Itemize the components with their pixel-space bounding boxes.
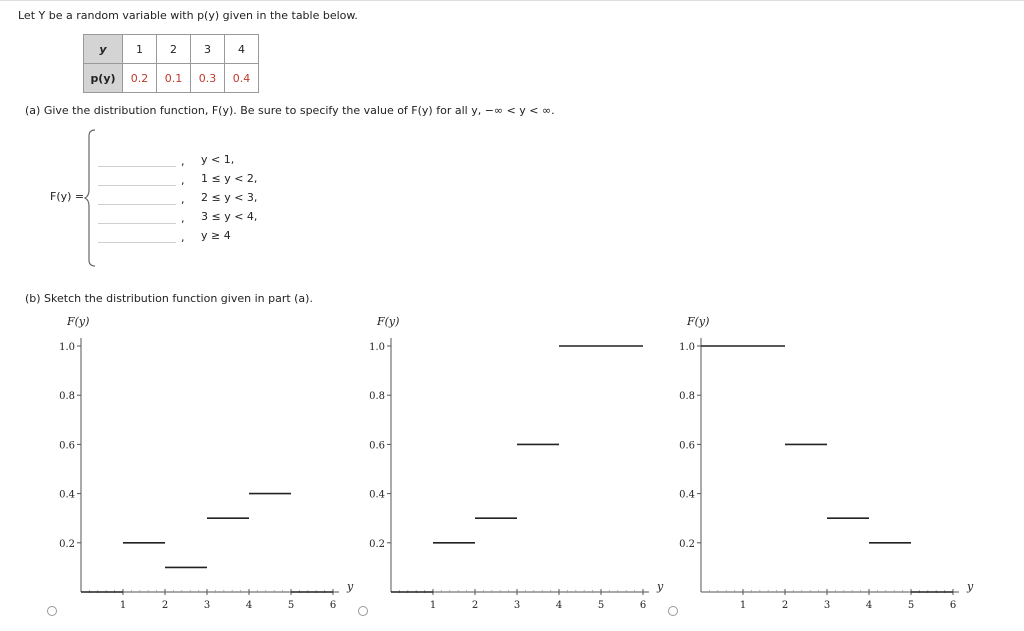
y-tick-label: 1.0: [679, 342, 695, 353]
table-cell: 1: [123, 35, 157, 64]
table-header-py: p(y): [84, 64, 123, 93]
x-axis-label: y: [347, 580, 354, 593]
comma: ,: [181, 212, 185, 225]
y-axis-label: F(y): [377, 315, 400, 328]
radio-graph-2[interactable]: [358, 606, 368, 616]
y-tick-label: 0.6: [369, 440, 385, 452]
y-tick-label: 0.8: [369, 391, 385, 403]
comma: ,: [181, 174, 185, 187]
x-tick-label: 3: [513, 600, 521, 608]
x-tick-label: 4: [865, 600, 873, 608]
table-cell: 2: [157, 35, 191, 64]
condition-2: 1 ≤ y < 2,: [201, 172, 258, 185]
x-tick-label: 5: [597, 600, 605, 608]
y-tick-label: 0.2: [369, 538, 385, 550]
radio-graph-1[interactable]: [47, 606, 57, 616]
x-tick-label: 2: [471, 600, 479, 608]
x-tick-label: 2: [781, 600, 789, 608]
graph-option-3: [665, 308, 985, 608]
intro-text: Let Y be a random variable with p(y) given in the table below.: [18, 9, 358, 22]
comma: ,: [181, 231, 185, 244]
condition-1: y < 1,: [201, 153, 235, 166]
y-tick-label: 0.8: [59, 391, 75, 403]
x-tick-label: 3: [823, 600, 831, 608]
table-cell: 0.3: [191, 64, 225, 93]
y-axis-label: F(y): [687, 315, 710, 328]
table-cell: 0.2: [123, 64, 157, 93]
x-tick-label: 1: [429, 600, 437, 608]
x-tick-label: 1: [739, 600, 747, 608]
y-tick-label: 1.0: [59, 342, 75, 353]
condition-5: y ≥ 4: [201, 229, 231, 242]
f-value-input-2[interactable]: [98, 172, 176, 186]
table-cell: 0.1: [157, 64, 191, 93]
y-tick-label: 0.2: [59, 538, 75, 550]
f-value-input-1[interactable]: [98, 153, 176, 167]
x-tick-label: 4: [245, 600, 253, 608]
x-tick-label: 6: [639, 600, 647, 608]
y-axis-label: F(y): [67, 315, 90, 328]
table-row: [84, 64, 259, 93]
table-header-y: y: [84, 35, 123, 64]
x-tick-label: 2: [161, 600, 169, 608]
part-b-question: (b) Sketch the distribution function given in part (a).: [25, 292, 313, 305]
x-tick-label: 3: [203, 600, 211, 608]
x-axis-label: y: [967, 580, 974, 593]
y-tick-label: 0.2: [679, 538, 695, 550]
table-cell: 4: [225, 35, 259, 64]
probability-table: [83, 34, 259, 93]
graph-option-2: [355, 308, 675, 608]
x-tick-label: 5: [287, 600, 295, 608]
condition-3: 2 ≤ y < 3,: [201, 191, 258, 204]
x-tick-label: 6: [949, 600, 957, 608]
x-axis-label: y: [657, 580, 664, 593]
part-a-question: (a) Give the distribution function, F(y). Be sure to specify the value of F(y) for all y, −∞ < y < ∞.: [25, 104, 555, 117]
y-tick-label: 0.6: [679, 440, 695, 452]
condition-4: 3 ≤ y < 4,: [201, 210, 258, 223]
top-divider: [0, 0, 1024, 1]
left-brace: [84, 128, 98, 268]
y-tick-label: 0.4: [369, 489, 385, 501]
table-cell: 3: [191, 35, 225, 64]
table-cell: 0.4: [225, 64, 259, 93]
table-row: [84, 35, 259, 64]
y-tick-label: 0.6: [59, 440, 75, 452]
y-tick-label: 0.8: [679, 391, 695, 403]
comma: ,: [181, 193, 185, 206]
graph-option-1: [45, 308, 365, 608]
x-tick-label: 6: [329, 600, 337, 608]
f-value-input-3[interactable]: [98, 191, 176, 205]
f-value-input-4[interactable]: [98, 210, 176, 224]
y-tick-label: 0.4: [679, 489, 695, 501]
comma: ,: [181, 155, 185, 168]
y-tick-label: 0.4: [59, 489, 75, 501]
x-tick-label: 5: [907, 600, 915, 608]
fy-label: F(y) =: [50, 190, 85, 203]
radio-graph-3[interactable]: [668, 606, 678, 616]
x-tick-label: 1: [119, 600, 127, 608]
y-tick-label: 1.0: [369, 342, 385, 353]
f-value-input-5[interactable]: [98, 229, 176, 243]
x-tick-label: 4: [555, 600, 563, 608]
